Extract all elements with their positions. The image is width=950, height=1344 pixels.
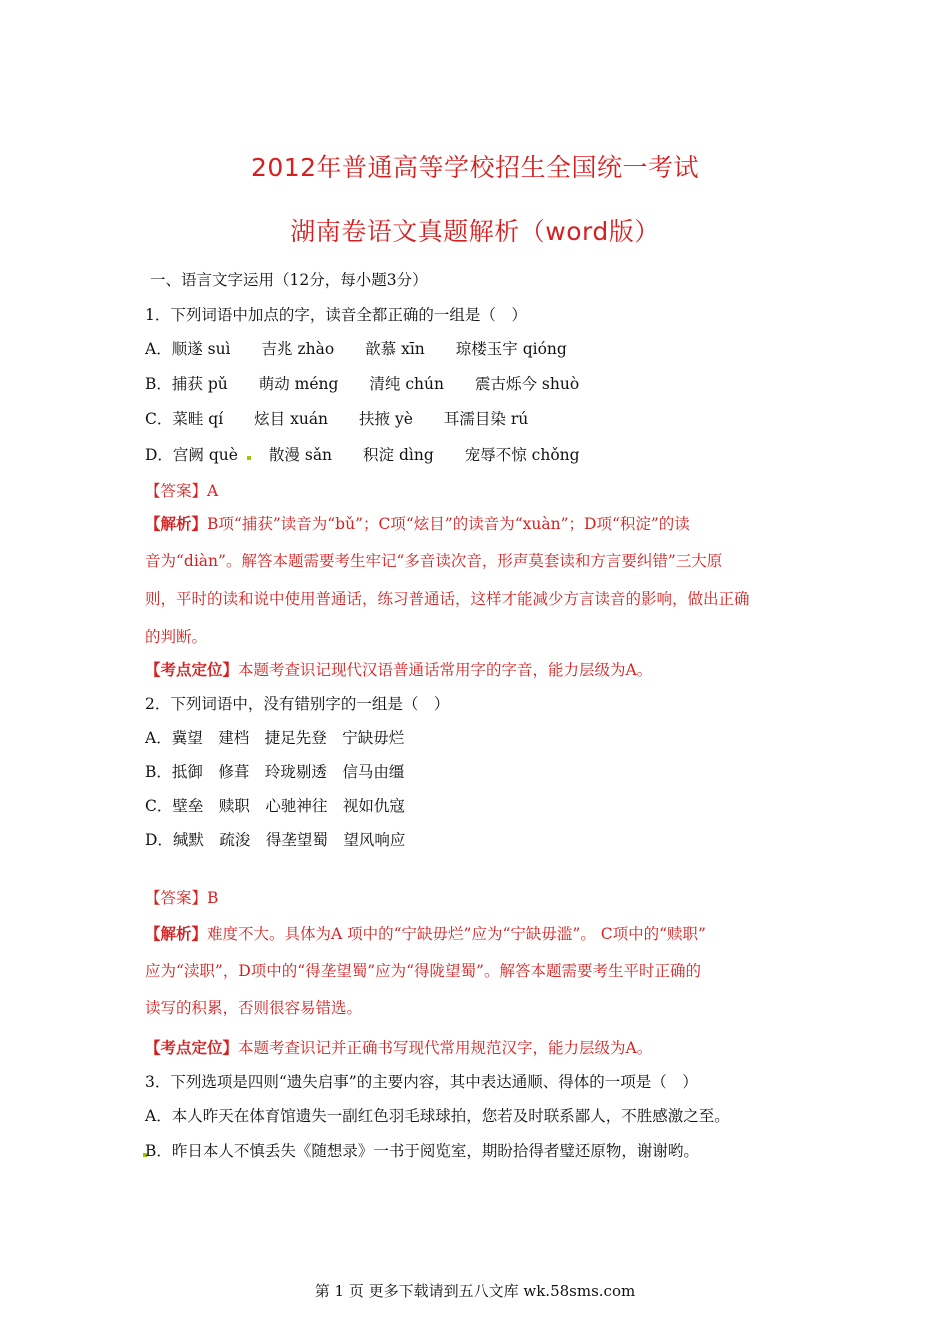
q1-option-a: A．顺遂 suì 吉兆 zhào 歆慕 xīn 琼楼玉宇 qióng [145,340,567,358]
section-heading: 一、语言文字运用（12分，每小题3分） [150,271,428,289]
q1-analysis-line-1 [145,514,690,534]
q2-analysis-label: 【解析】 [145,924,208,943]
page-footer: 第 1 页 更多下载请到五八文库 wk.58sms.com [314,1282,636,1300]
q1-answer: 【答案】A [145,482,219,500]
q1-option-b: B．捕获 pǔ 萌动 méng 清纯 chún 震古烁今 shuò [145,375,580,393]
q2-answer: 【答案】B [145,889,219,907]
q1-stem: 1．下列词语中加点的字，读音全都正确的一组是（ ） [145,306,527,324]
q1-analysis-line-3: 则，平时的读和说中使用普通话，练习普通话，这样才能减少方言读音的影响，做出正确 [145,590,750,608]
q2-point-label: 【考点定位】 [145,1038,239,1057]
q3-option-a: A．本人昨天在体育馆遗失一副红色羽毛球球拍，您若及时联系鄙人，不胜感激之至。 [145,1107,730,1125]
q2-option-c: C．壁垒 赎职 心驰神往 视如仇寇 [145,797,405,815]
q2-point-text: 本题考查识记并正确书写现代常用规范汉字，能力层级为A。 [238,1039,653,1057]
q2-stem: 2．下列词语中，没有错别字的一组是（ ） [145,695,450,713]
q2-analysis-line-2: 应为“渎职”，D项中的“得垄望蜀”应为“得陇望蜀”。解答本题需要考生平时正确的 [145,962,701,980]
q2-option-d: D．缄默 疏浚 得垄望蜀 望风响应 [145,831,406,849]
q1-analysis-line-4: 的判断。 [145,628,208,646]
q2-analysis-line-1 [145,924,706,944]
q2-option-b: B．抵御 修葺 玲珑剔透 信马由缰 [145,763,405,781]
title-line-1: 2012年普通高等学校招生全国统一考试 [250,153,700,182]
q3-stem: 3．下列选项是四则“遗失启事”的主要内容，其中表达通顺、得体的一项是（ ） [145,1073,698,1091]
q2-analysis-text-1: 难度不大。具体为A 项中的“宁缺毋烂”应为“宁缺毋滥”。 C项中的“赎职” [207,925,706,943]
q1-analysis-text-1: B项“捕获”读音为“bǔ”；C项“炫目”的读音为“xuàn”；D项“积淀”的读 [207,515,690,533]
q2-analysis-line-3: 读写的积累，否则很容易错选。 [145,999,363,1017]
q1-point-text: 本题考查识记现代汉语普通话常用字的字音，能力层级为A。 [238,661,653,679]
q1-option-c: C．菜畦 qí 炫目 xuán 扶掖 yè 耳濡目染 rú [145,410,529,428]
q2-point-line [145,1038,652,1058]
q1-option-d: D．宫阙 què 散漫 sǎn 积淀 dìng 宠辱不惊 chǒng [145,446,580,464]
q1-analysis-label: 【解析】 [145,514,208,533]
q2-option-a: A．冀望 建档 捷足先登 宁缺毋烂 [145,729,405,747]
title-line-2: 湖南卷语文真题解析（word版） [290,217,660,246]
q1-point-label: 【考点定位】 [145,660,239,679]
q3-option-b: B．昨日本人不慎丢失《随想录》一书于阅览室，期盼拾得者璧还原物，谢谢哟。 [145,1142,699,1160]
q1-analysis-line-2: 音为“diàn”。解答本题需要考生牢记“多音读次音，形声莫套读和方言要纠错”三大原 [145,552,723,570]
q1-point-line [145,660,652,680]
